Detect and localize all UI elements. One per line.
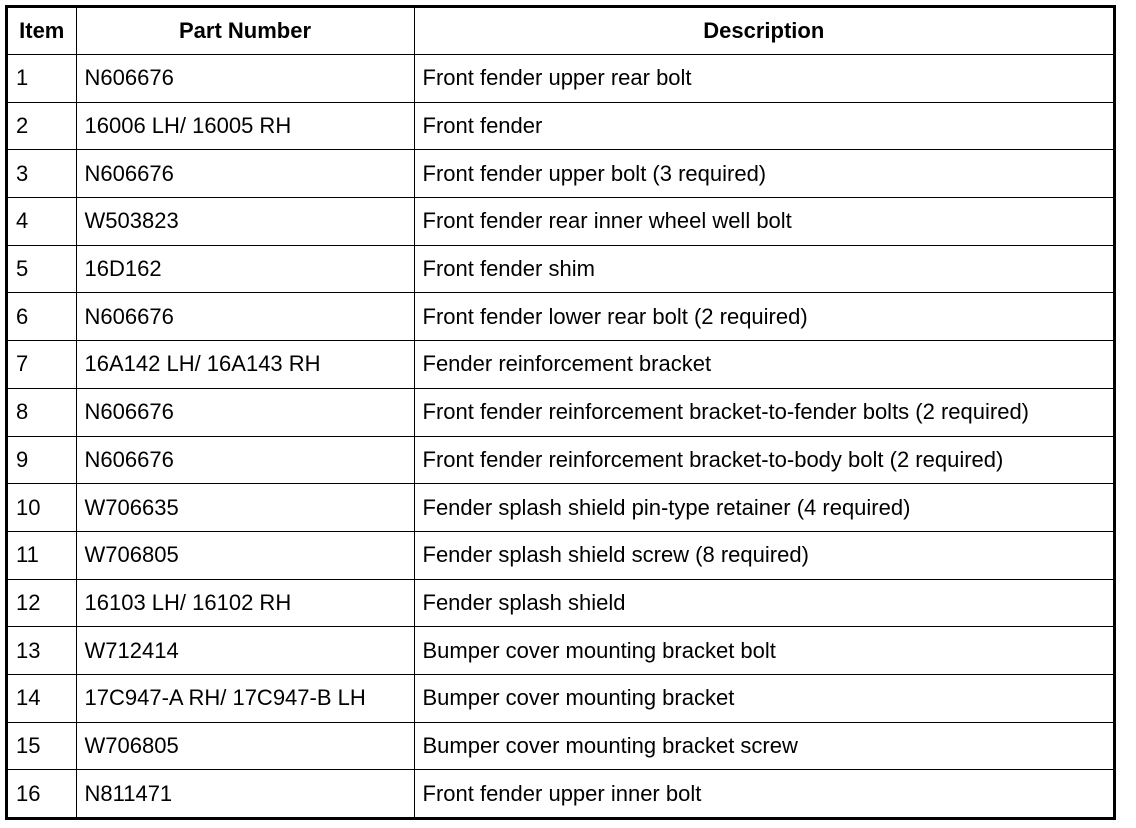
table-row bbox=[8, 198, 1113, 246]
item-cell: 6 bbox=[8, 293, 76, 341]
table-row bbox=[8, 245, 1113, 293]
item-cell: 8 bbox=[8, 388, 76, 436]
item-cell: 13 bbox=[8, 627, 76, 675]
table-row bbox=[8, 388, 1113, 436]
item-cell: 12 bbox=[8, 579, 76, 627]
description-cell: Bumper cover mounting bracket bolt bbox=[414, 627, 1113, 675]
description-cell: Bumper cover mounting bracket bbox=[414, 674, 1113, 722]
table-row bbox=[8, 770, 1113, 817]
part-number-cell: W503823 bbox=[76, 198, 414, 246]
description-cell: Fender splash shield screw (8 required) bbox=[414, 531, 1113, 579]
table-row bbox=[8, 531, 1113, 579]
item-cell: 7 bbox=[8, 341, 76, 389]
table-row bbox=[8, 674, 1113, 722]
part-number-cell: W712414 bbox=[76, 627, 414, 675]
table-row bbox=[8, 55, 1113, 103]
item-cell: 1 bbox=[8, 55, 76, 103]
part-number-cell: N606676 bbox=[76, 436, 414, 484]
parts-table-container bbox=[5, 5, 1116, 820]
table-row bbox=[8, 436, 1113, 484]
part-number-cell: 16103 LH/ 16102 RH bbox=[76, 579, 414, 627]
description-cell: Front fender shim bbox=[414, 245, 1113, 293]
table-header-row bbox=[8, 8, 1113, 55]
part-number-cell: W706805 bbox=[76, 722, 414, 770]
description-cell: Front fender upper rear bolt bbox=[414, 55, 1113, 103]
item-cell: 5 bbox=[8, 245, 76, 293]
description-cell: Front fender upper inner bolt bbox=[414, 770, 1113, 817]
description-cell: Front fender bbox=[414, 102, 1113, 150]
item-cell: 2 bbox=[8, 102, 76, 150]
table-row bbox=[8, 102, 1113, 150]
part-number-cell: 16A142 LH/ 16A143 RH bbox=[76, 341, 414, 389]
description-cell: Front fender reinforcement bracket-to-body bolt (2 required) bbox=[414, 436, 1113, 484]
part-number-cell: 16D162 bbox=[76, 245, 414, 293]
table-row bbox=[8, 293, 1113, 341]
table-row bbox=[8, 722, 1113, 770]
part-number-cell: 16006 LH/ 16005 RH bbox=[76, 102, 414, 150]
item-cell: 3 bbox=[8, 150, 76, 198]
header-item: Item bbox=[8, 8, 76, 55]
description-cell: Fender reinforcement bracket bbox=[414, 341, 1113, 389]
part-number-cell: W706635 bbox=[76, 484, 414, 532]
description-cell: Fender splash shield bbox=[414, 579, 1113, 627]
item-cell: 14 bbox=[8, 674, 76, 722]
parts-table bbox=[8, 8, 1113, 817]
description-cell: Front fender lower rear bolt (2 required) bbox=[414, 293, 1113, 341]
part-number-cell: W706805 bbox=[76, 531, 414, 579]
header-description: Description bbox=[414, 8, 1113, 55]
table-row bbox=[8, 341, 1113, 389]
part-number-cell: N606676 bbox=[76, 55, 414, 103]
item-cell: 9 bbox=[8, 436, 76, 484]
header-part-number: Part Number bbox=[76, 8, 414, 55]
description-cell: Bumper cover mounting bracket screw bbox=[414, 722, 1113, 770]
item-cell: 15 bbox=[8, 722, 76, 770]
item-cell: 16 bbox=[8, 770, 76, 817]
part-number-cell: N606676 bbox=[76, 293, 414, 341]
description-cell: Front fender rear inner wheel well bolt bbox=[414, 198, 1113, 246]
description-cell: Front fender upper bolt (3 required) bbox=[414, 150, 1113, 198]
part-number-cell: N606676 bbox=[76, 150, 414, 198]
part-number-cell: 17C947-A RH/ 17C947-B LH bbox=[76, 674, 414, 722]
description-cell: Fender splash shield pin-type retainer (4 required) bbox=[414, 484, 1113, 532]
item-cell: 11 bbox=[8, 531, 76, 579]
table-row bbox=[8, 627, 1113, 675]
table-row bbox=[8, 579, 1113, 627]
item-cell: 4 bbox=[8, 198, 76, 246]
table-row bbox=[8, 484, 1113, 532]
description-cell: Front fender reinforcement bracket-to-fender bolts (2 required) bbox=[414, 388, 1113, 436]
table-row bbox=[8, 150, 1113, 198]
item-cell: 10 bbox=[8, 484, 76, 532]
part-number-cell: N606676 bbox=[76, 388, 414, 436]
part-number-cell: N811471 bbox=[76, 770, 414, 817]
